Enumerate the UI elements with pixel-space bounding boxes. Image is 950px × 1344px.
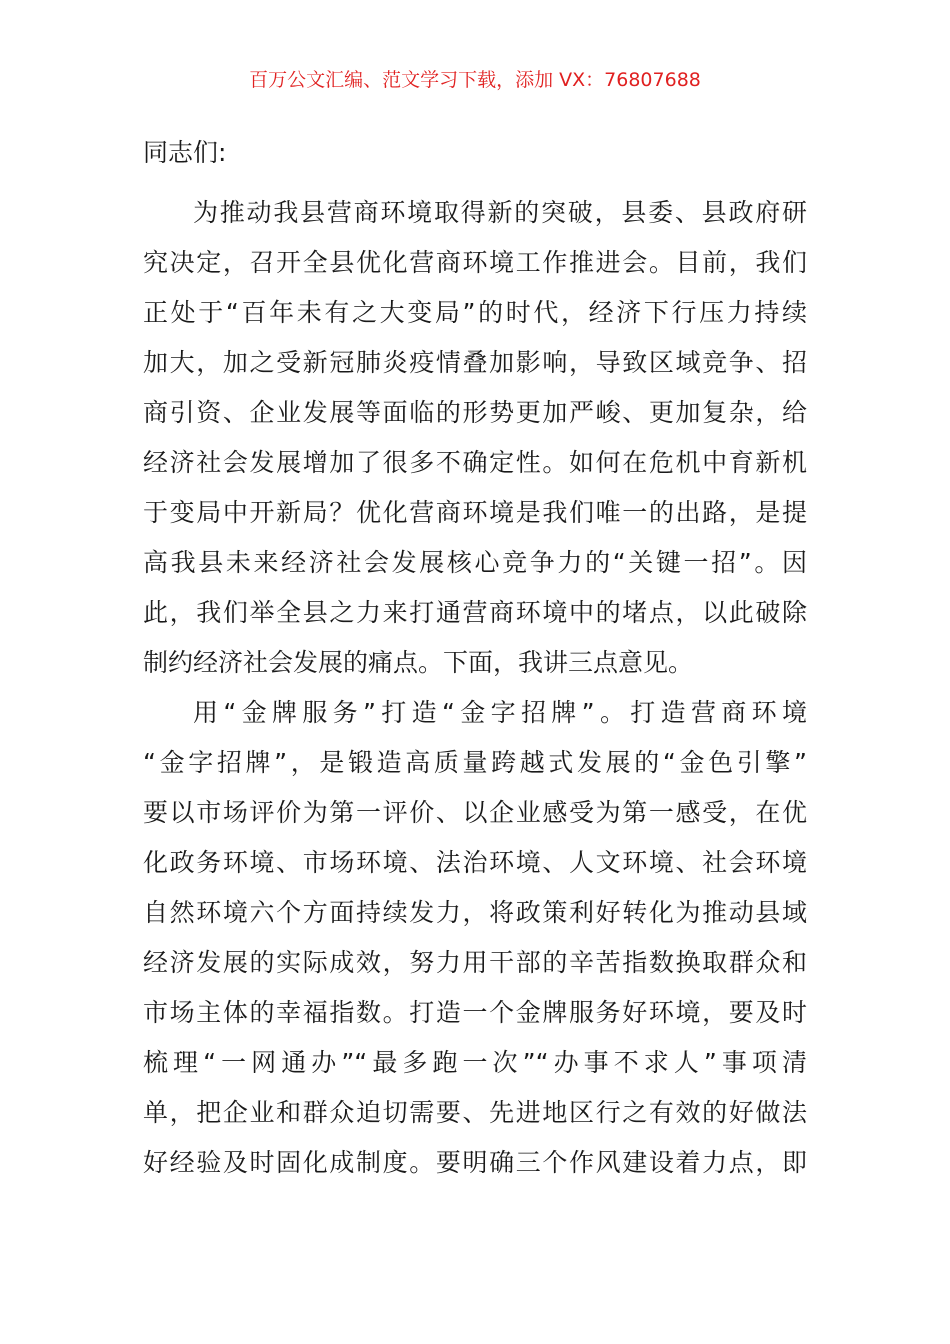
paragraph-line: 高我县未来经济社会发展核心竞争力的“关键一招”。因 [143, 548, 807, 577]
paragraph-line: 究决定，召开全县优化营商环境工作推进会。目前，我们 [143, 248, 807, 277]
paragraph-line: 梳理“一网通办”“最多跑一次”“办事不求人”事项清 [143, 1048, 807, 1077]
paragraph-line: 化政务环境、市场环境、法治环境、人文环境、社会环境 [143, 848, 807, 877]
header-watermark-note: 百万公文汇编、范文学习下载，添加 VX：76807688 [249, 69, 701, 91]
paragraph-line: 自然环境六个方面持续发力，将政策利好转化为推动县域 [143, 898, 807, 927]
paragraph-line: 经济发展的实际成效，努力用干部的辛苦指数换取群众和 [143, 948, 807, 977]
paragraph-line: 经济社会发展增加了很多不确定性。如何在危机中育新机 [143, 448, 807, 477]
paragraph-line: 正处于“百年未有之大变局”的时代，经济下行压力持续 [143, 298, 807, 327]
paragraph-line: 用“金牌服务”打造“金字招牌”。打造营商环境 [193, 698, 807, 727]
document-body [143, 128, 807, 1188]
paragraph-line: 好经验及时固化成制度。要明确三个作风建设着力点，即 [143, 1148, 807, 1177]
paragraph-line: 单，把企业和群众迫切需要、先进地区行之有效的好做法 [143, 1098, 807, 1127]
paragraph-line: “金字招牌”，是锻造高质量跨越式发展的“金色引擎” [143, 748, 807, 777]
paragraph-2 [143, 688, 807, 1188]
paragraph-line: 此，我们举全县之力来打通营商环境中的堵点，以此破除 [143, 598, 807, 627]
paragraph-line: 市场主体的幸福指数。打造一个金牌服务好环境，要及时 [143, 998, 807, 1027]
paragraph-line: 要以市场评价为第一评价、以企业感受为第一感受，在优 [143, 798, 807, 827]
paragraph-line: 制约经济社会发展的痛点。下面，我讲三点意见。 [143, 648, 694, 677]
paragraph-1 [143, 188, 807, 688]
paragraph-line: 于变局中开新局？优化营商环境是我们唯一的出路，是提 [143, 498, 807, 527]
paragraph-line: 为推动我县营商环境取得新的突破，县委、县政府研 [193, 198, 807, 227]
paragraph-line: 商引资、企业发展等面临的形势更加严峻、更加复杂，给 [143, 398, 807, 427]
paragraph-line: 加大，加之受新冠肺炎疫情叠加影响，导致区域竞争、招 [143, 348, 807, 377]
salutation: 同志们: [143, 138, 227, 167]
